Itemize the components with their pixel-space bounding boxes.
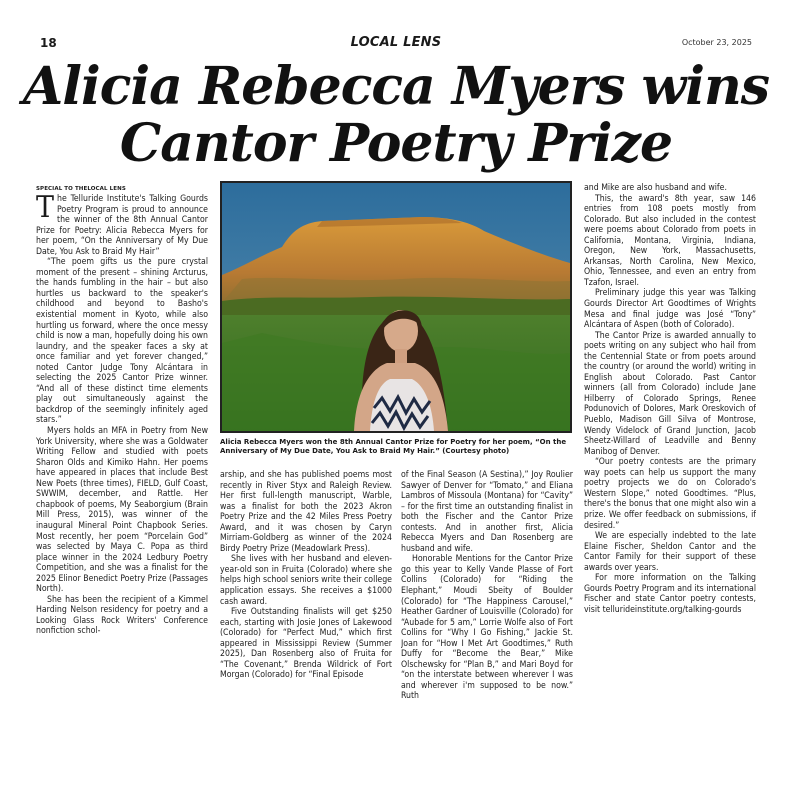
- headline-line-1: Alicia Rebecca Myers wins: [22, 56, 770, 117]
- issue-date: October 23, 2025: [681, 38, 752, 47]
- paragraph: The Telluride Institute's Talking Gourds Poetry Program is proud to announce the winner of the 8th Annual Cantor Prize for Poetry: Alicia Rebecca Myers for her poem, “On the Anniversary of My Due Date, You Ask to Braid My Hair”: [36, 190, 208, 257]
- byline: SPECIAL TO THELOCAL LENS: [36, 186, 126, 192]
- section-name: LOCAL LENS: [350, 35, 442, 50]
- paragraph: and Mike are also husband and wife.: [584, 183, 727, 193]
- paragraph: “The poem gifts us the pure crystal moment of the present – shining Arcturus, the hands fumbling in the hair – but also hurtles us backward to the speaker's childhood and beyond to Basho's existential moment in Kyoto, while also hurtling us forward, where the once messy child is now a man, hopefully doing his own laundry, and the speaker faces a sky at once familiar and yet forever changed,” noted Cantor Judge Tony Alcántara in selecting the 2025 Cantor Prize winner. “And all of these distinct time elements play out simultaneously against the backdrop of the seemingly infinitely aged stars.”: [36, 257, 208, 426]
- photo-caption: Alicia Rebecca Myers won the 8th Annual Cantor Prize for Poetry for her poem, “On the Anniversary of My Due Date, You Ask to Braid My Hair.” (Courtesy photo): [220, 438, 567, 455]
- article-column-1: [36, 186, 208, 752]
- paragraph: She lives with her husband and eleven-year-old son in Fruita (Colorado) where she helps high school seniors write their college application essays. She receives a $1000 cash award.: [220, 554, 392, 607]
- paragraph: arship, and she has published poems most recently in River Styx and Raleigh Review. Her first full-length manuscript, Warble, was a finalist for both the 2023 Akron Poetry Prize and the 42 Miles Press Poetry Award, and it was chosen by Caryn Mirriam-Goldberg as winner of the 2024 Birdy Poetry Prize (Meadowlark Press).: [220, 470, 392, 554]
- paragraph: Preliminary judge this year was Talking Gourds Director Art Goodtimes of Wrights Mesa and final judge was José “Tony” Alcántara of Aspen (both of Colorado).: [584, 288, 756, 331]
- article-column-3: [401, 470, 573, 753]
- paragraph: She has been the recipient of a Kimmel Harding Nelson residency for poetry and a Looking Glass Rock Writers' Conference nonfiction schol-: [36, 594, 208, 637]
- paragraph: We are especially indebted to the late Elaine Fischer, Sheldon Cantor and the Cantor Family for their support of these awards over years.: [584, 531, 756, 573]
- drop-cap: T: [36, 190, 55, 225]
- paragraph: of the Final Season (A Sestina),” Joy Roulier Sawyer of Denver for “Tomato,” and Eliana Lambros of Missoula (Montana) for “Cavity” – for the first time an outstanding finalist in both the Fischer and the Cantor Prize contests. And in another first, Alicia Rebecca Myers and Dan Rosenberg are husband and wife.: [401, 470, 573, 554]
- paragraph: “Our poetry contests are the primary way poets can help us support the many poetry projects we do on Colorado's Western Slope,” noted Goodtimes. “Plus, there's the bonus that one might also win a prize. We offer feedback on submissions, if desired.”: [584, 457, 756, 531]
- paragraph: For more information on the Talking Gourds Poetry Program and its international Fischer and state Cantor poetry contests, visit tellurideinstitute.org/talking-gourds: [584, 573, 756, 615]
- paragraph: This, the award's 8th year, saw 146 entries from 108 poets mostly from Colorado. But also included in the contest were poems about Colorado from poets in California, Montana, Virginia, Indiana, Oregon, New York, Massachusetts, Arkansas, North Carolina, New Mexico, Ohio, Tennessee, and even an entry from Tzafon, Israel.: [584, 193, 756, 288]
- page-folio: [40, 36, 752, 50]
- headline-line-2: Cantor Poetry Prize: [119, 113, 673, 174]
- paragraph: Honorable Mentions for the Cantor Prize go this year to Kelly Vande Plasse of Fort Collins (Colorado) for “Riding the Elephant,” Moudi Sbeity of Boulder (Colorado) for “The Happiness Carousel,” Heather Gardner of Louisville (Colorado) for “Aubade for 5 am,” Lorrie Wolfe also of Fort Collins for “Why I Go Fishing,” Jackie St. Joan for “How I Met Art Goodtimes,” Ruth Duffy for “Become the Bear,” Mike Olschewsky for “Plan B,” and Mari Boyd for “on the interstate between wherever I was and wherever i'm supposed to be now.” Ruth: [401, 554, 573, 702]
- article-column-2: [220, 470, 392, 753]
- paragraph: Myers holds an MFA in Poetry from New York University, where she was a Goldwater Writing Fellow and studied with poets Sharon Olds and Kimiko Hahn. Her poems have appeared in places that include Best New Poets (three times), FIELD, Gulf Coast, SWWIM, december, and Rattle. Her chapbook of poems, My Seaborgium (Brain Mill Press, 2015), was winner of the inaugural Mineral Point Chapbook Series. Most recently, her poem “Porcelain God” was selected by Maya C. Popa as third place winner in the 2024 Ledbury Poetry Competition, and she was a finalist for the 2025 Elinor Benedict Poetry Prize (Passages North).: [36, 426, 208, 595]
- article-column-4: [584, 183, 756, 753]
- portrait-photo-illustration: [222, 183, 570, 431]
- article-photo: [220, 181, 572, 433]
- headline: [20, 58, 772, 172]
- paragraph: The Cantor Prize is awarded annually to poets writing on any subject who hail from the Centennial State or from poets around the country (or around the world) writing in English about Colorado. Past Cantor winners (all from Colorado) include Jane Hilberry of Colorado Springs, Renee Podunovich of Dolores, Mark Oreskovich of Pueblo, Madison Gill Silva of Montrose, Wendy Videlock of Grand Junction, Jacob Sheetz-Willard of Leadville and Benny Manibog of Denver.: [584, 330, 756, 457]
- page-number: 18: [40, 36, 57, 50]
- paragraph: Five Outstanding finalists will get $250 each, starting with Josie Jones of Lakewood (Colorado) for “Perfect Mud,” which first appeared in Mississippi Review (Summer 2025), Dan Rosenberg also of Fruita for “The Covenant,” Brenda Wildrick of Fort Morgan (Colorado) for “Final Episode: [220, 607, 392, 681]
